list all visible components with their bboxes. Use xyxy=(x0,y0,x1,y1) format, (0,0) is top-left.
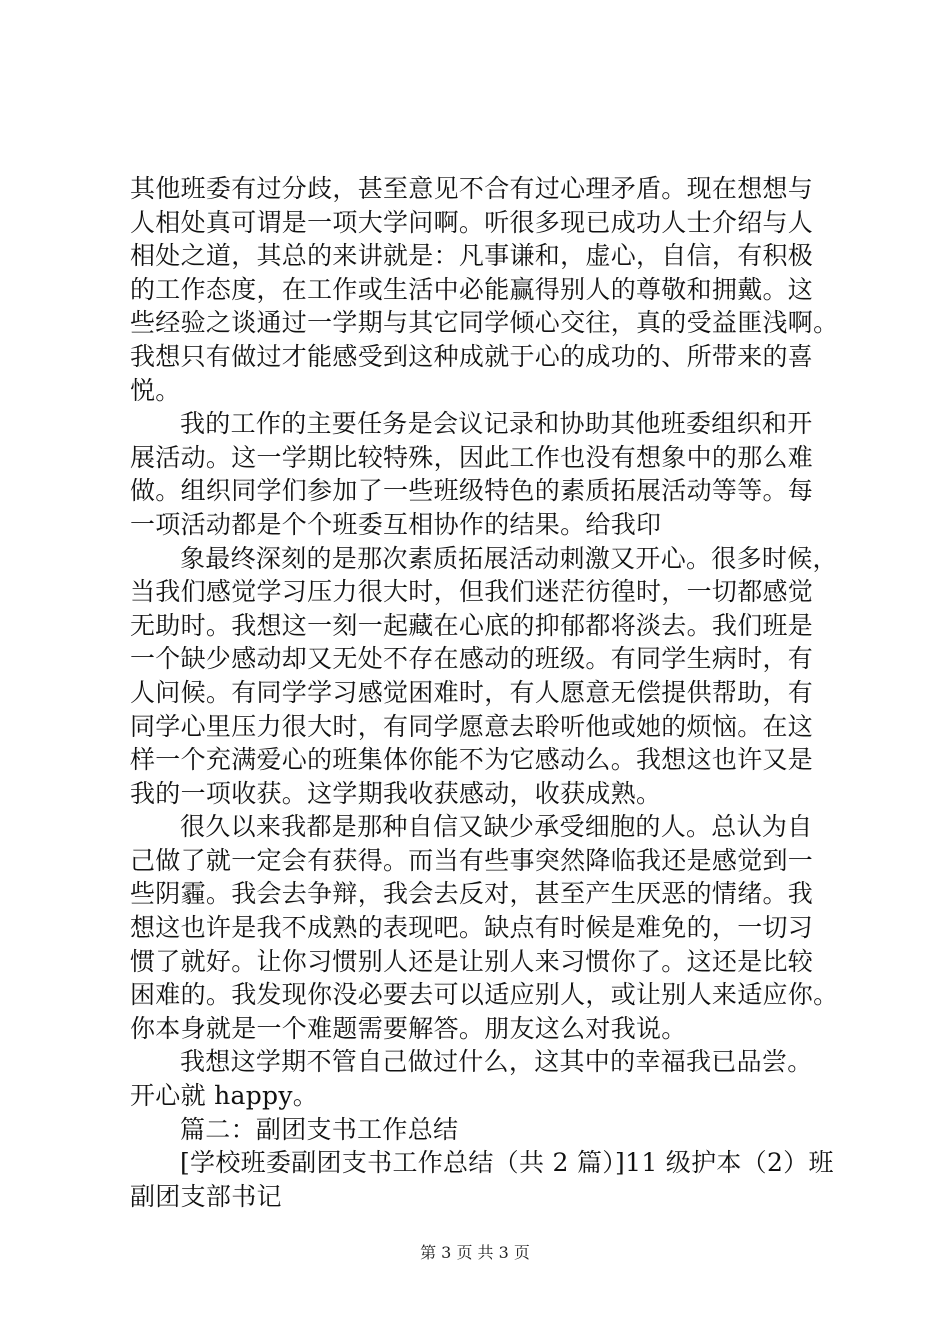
text-line: 己做了就一定会有获得。而当有些事突然降临我还是感觉到一 xyxy=(130,845,814,875)
text-line: 的工作态度，在工作或生活中必能赢得别人的尊敬和拥戴。这 xyxy=(130,274,814,304)
document-body xyxy=(130,172,839,1213)
text-line: 一项活动都是个个班委互相协作的结果。给我印 xyxy=(130,509,662,539)
page-footer: 第 3 页 共 3 页 xyxy=(420,1243,530,1262)
text-line: 人问候。有同学学习感觉困难时，有人愿意无偿提供帮助，有 xyxy=(130,677,814,707)
text-line: 你本身就是一个难题需要解答。朋友这么对我说。 xyxy=(130,1013,687,1043)
text-line: 悦。 xyxy=(130,375,181,405)
text-line: 困难的。我发现你没必要去可以适应别人，或让别人来适应你。 xyxy=(130,980,839,1010)
paragraph-start-line: 很久以来我都是那种自信又缺少承受细胞的人。总认为自 xyxy=(180,812,813,842)
paragraph-start-line: 我的工作的主要任务是会议记录和协助其他班委组织和开 xyxy=(180,409,813,439)
section-heading: 篇二：副团支书工作总结 xyxy=(180,1114,459,1144)
text-line: 当我们感觉学习压力很大时，但我们迷茫彷徨时，一切都感觉 xyxy=(130,577,814,607)
text-line: 开心就 happy。 xyxy=(130,1081,319,1111)
text-line: 副团支部书记 xyxy=(130,1181,282,1211)
text-line: 惯了就好。让你习惯别人还是让别人来习惯你了。这还是比较 xyxy=(130,946,814,976)
text-line: 其他班委有过分歧，甚至意见不合有过心理矛盾。现在想想与 xyxy=(130,174,814,203)
paragraph-start-line: 我想这学期不管自己做过什么，这其中的幸福我已品尝。 xyxy=(180,1047,813,1077)
text-line: 无助时。我想这一刻一起藏在心底的抑郁都将淡去。我们班是 xyxy=(130,610,814,640)
text-line: 一个缺少感动却又无处不存在感动的班级。有同学生病时，有 xyxy=(130,644,814,674)
text-line: 想这也许是我不成熟的表现吧。缺点有时候是难免的，一切习 xyxy=(130,913,814,943)
text-line: 人相处真可谓是一项大学问啊。听很多现已成功人士介绍与人 xyxy=(130,207,814,237)
paragraph-start-line: [学校班委副团支书工作总结（共 2 篇）]11 级护本（2）班 xyxy=(180,1148,834,1178)
text-line: 我的一项收获。这学期我收获感动，收获成熟。 xyxy=(130,778,662,808)
paragraph-start-line: 象最终深刻的是那次素质拓展活动刺激又开心。很多时候， xyxy=(180,543,838,573)
text-line: 些经验之谈通过一学期与其它同学倾心交往，真的受益匪浅啊。 xyxy=(130,308,839,338)
text-line: 做。组织同学们参加了一些班级特色的素质拓展活动等等。每 xyxy=(130,476,814,506)
text-line: 些阴霾。我会去争辩，我会去反对，甚至产生厌恶的情绪。我 xyxy=(130,879,814,909)
text-line: 样一个充满爱心的班集体你能不为它感动么。我想这也许又是 xyxy=(130,745,814,775)
text-line: 我想只有做过才能感受到这种成就于心的成功的、所带来的喜 xyxy=(130,341,814,371)
text-line: 同学心里压力很大时，有同学愿意去聆听他或她的烦恼。在这 xyxy=(130,711,814,741)
text-line: 展活动。这一学期比较特殊，因此工作也没有想象中的那么难 xyxy=(130,442,814,472)
text-line: 相处之道，其总的来讲就是：凡事谦和，虚心，自信，有积极 xyxy=(130,241,814,271)
